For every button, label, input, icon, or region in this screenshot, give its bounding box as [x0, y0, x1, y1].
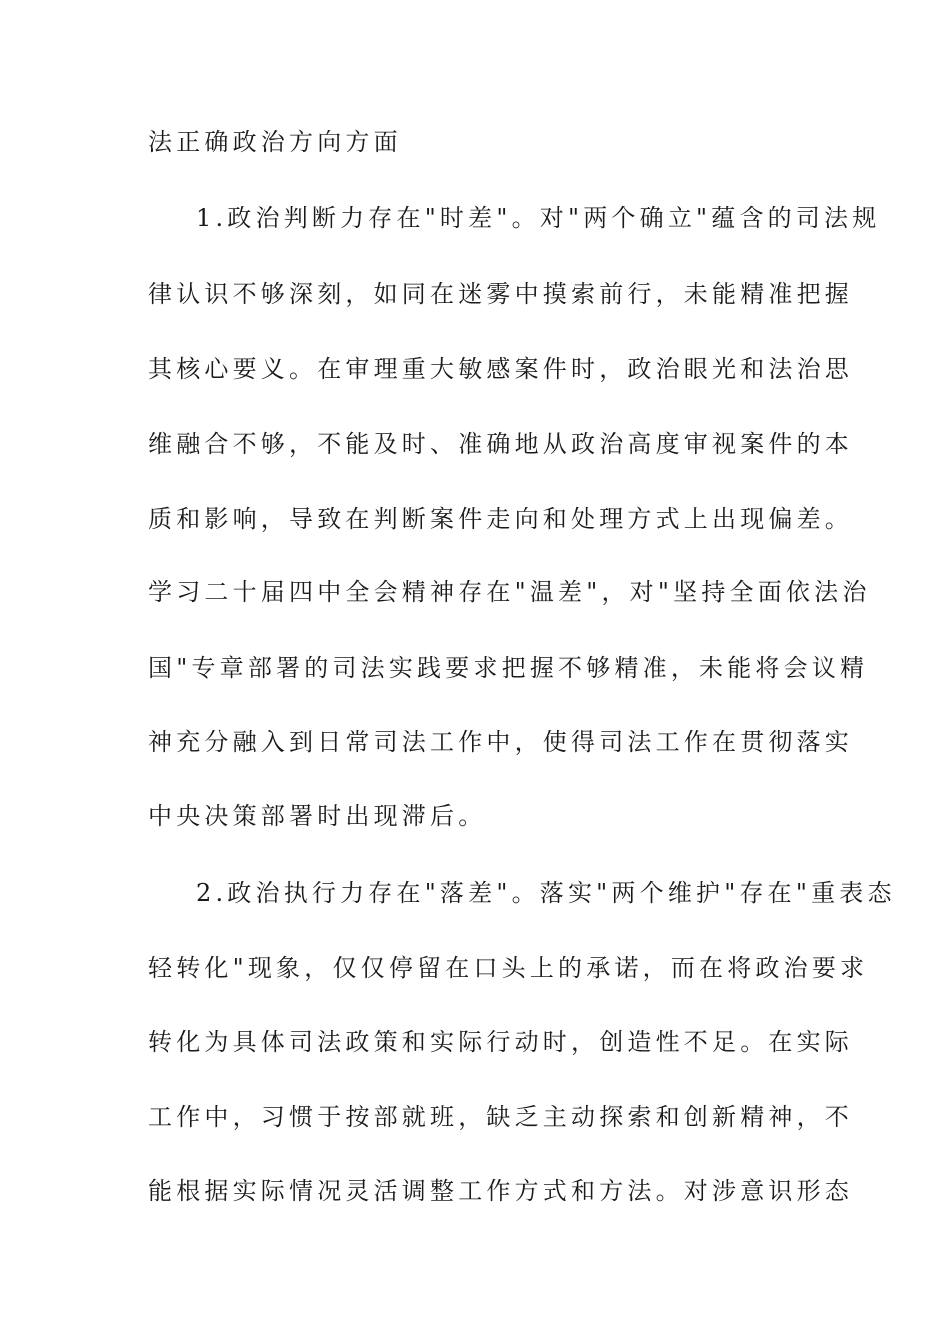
text-line-1: 法正确政治方向方面: [148, 128, 402, 156]
text-line-6: 质和影响，导致在判断案件走向和处理方式上出现偏差。: [148, 505, 853, 533]
text-line-4: 其核心要义。在审理重大敏感案件时，政治眼光和法治思: [148, 355, 853, 383]
text-line-8: 国"专章部署的司法实践要求把握不够精准，未能将会议精: [148, 654, 869, 682]
text-line-14: 工作中，习惯于按部就班，缺乏主动探索和创新精神，不: [148, 1103, 853, 1131]
text-line-15: 能根据实际情况灵活调整工作方式和方法。对涉意识形态: [148, 1177, 853, 1205]
text-line-7: 学习二十届四中全会精神存在"温差"，对"坚持全面依法治: [148, 578, 871, 606]
text-line-9: 神充分融入到日常司法工作中，使得司法工作在贯彻落实: [148, 728, 853, 756]
text-line-10: 中央决策部署时出现滞后。: [148, 802, 487, 830]
text-line-5: 维融合不够，不能及时、准确地从政治高度审视案件的本: [148, 430, 853, 458]
text-line-2: 1.政治判断力存在"时差"。对"两个确立"蕴含的司法规: [196, 204, 881, 232]
text-line-13: 转化为具体司法政策和实际行动时，创造性不足。在实际: [148, 1028, 853, 1056]
text-line-3: 律认识不够深刻，如同在迷雾中摸索前行，未能精准把握: [148, 280, 853, 308]
text-line-11: 2.政治执行力存在"落差"。落实"两个维护"存在"重表态: [196, 879, 896, 907]
text-line-12: 轻转化"现象，仅仅停留在口头上的承诺，而在将政治要求: [148, 954, 869, 982]
